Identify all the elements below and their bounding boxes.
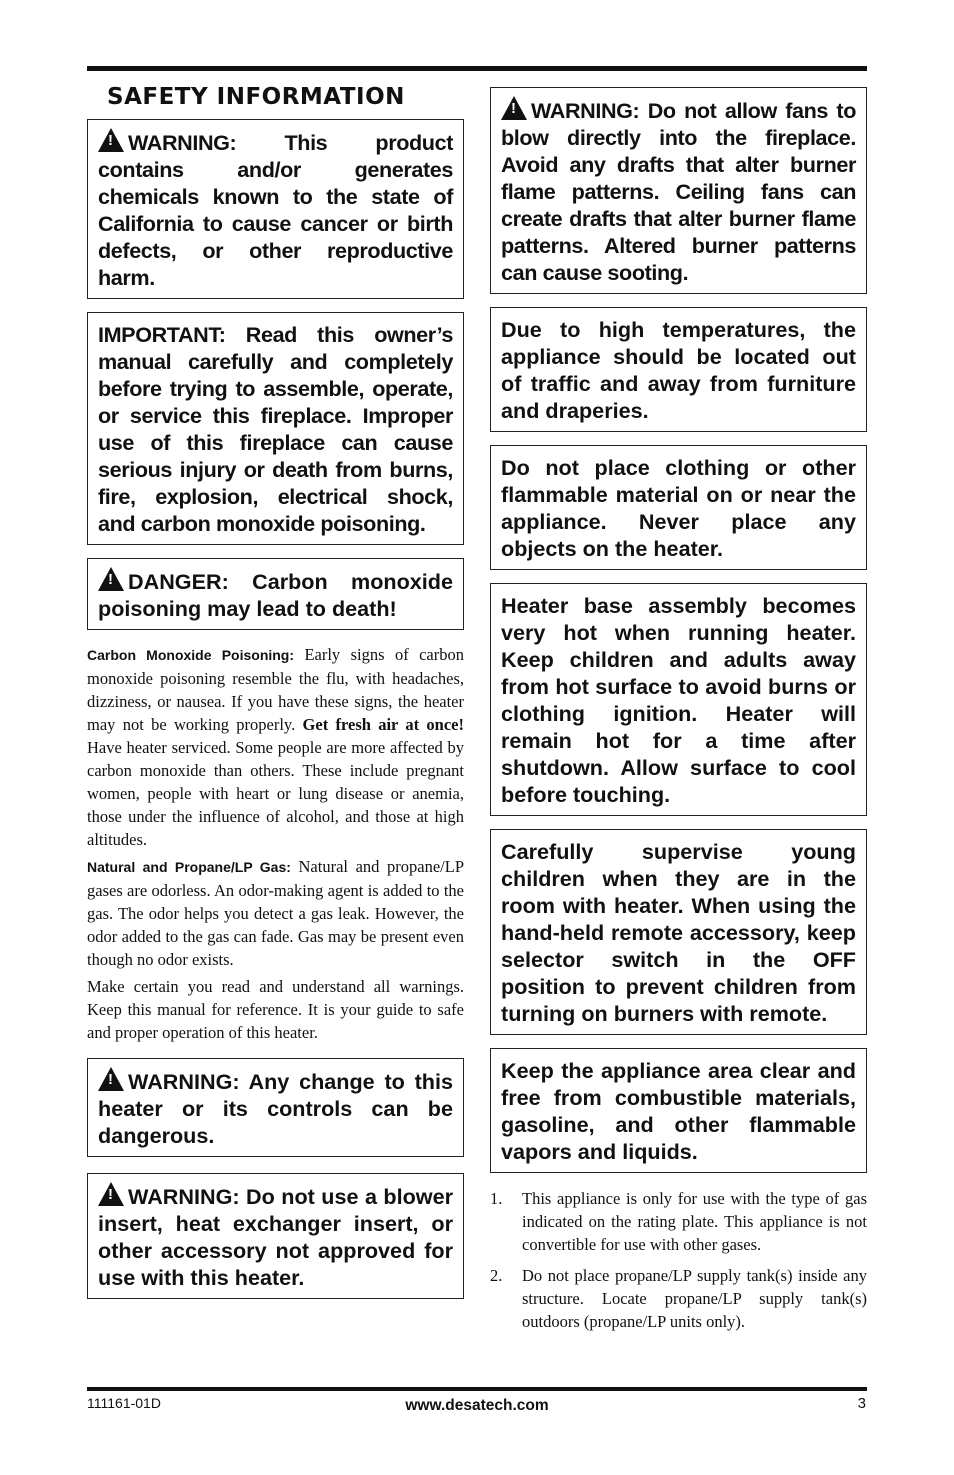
gas-text: Natural and propane/LP gases are odorless. An odor-making agent is added to the gas. The odor helps you detect a gas leak. However, the odor added to the gas can fade. Gas may be present even though no odor exists.	[87, 857, 465, 969]
supervise-children-box	[490, 829, 867, 1035]
high-temperature-box	[490, 307, 867, 432]
blower-warning-text: WARNING: Do not use a blower insert, heat exchanger insert, or other accessory not approved for use with this heater.	[98, 1184, 453, 1290]
co-paragraph	[87, 643, 464, 851]
california-warning-box	[87, 119, 464, 299]
list-item-number: 2.	[490, 1266, 503, 1285]
numbered-list	[490, 1187, 867, 1333]
top-rule	[87, 66, 867, 71]
warning-triangle-icon	[501, 96, 527, 120]
fans-warning-box	[490, 87, 867, 294]
list-item	[490, 1264, 867, 1333]
fans-warning-text: WARNING: Do not allow fans to blow directly into the fireplace. Avoid any drafts that alter burner flame patterns. Ceiling fans can create drafts that alter burner flame patterns. Altered burner patterns can cause sooting.	[501, 98, 856, 285]
right-column	[490, 87, 867, 1341]
controls-warning-text: WARNING: Any change to this heater or its controls can be dangerous.	[98, 1069, 453, 1148]
hot-base-box	[490, 583, 867, 816]
clothing-box	[490, 445, 867, 570]
important-notice-text: IMPORTANT: Read this owner’s manual carefully and completely before trying to assemble, operate, or service this fireplace. Improper use of this fireplace can cause serious injury or death from burns, fire, explosion, electrical shock, and carbon monoxide poisoning.	[98, 322, 453, 536]
warning-triangle-icon	[98, 1182, 124, 1206]
section-title: SAFETY INFORMATION	[107, 84, 405, 110]
supervise-children-text: Carefully supervise young children when they are in the room with heater. When using the hand-held remote accessory, keep selector switch in the OFF position to prevent children from turning on burners with remote.	[501, 839, 856, 1026]
clear-area-box	[490, 1048, 867, 1173]
co-text-1: Early signs of carbon monoxide poisoning resemble the flu, with headaches, dizziness, or nausea. If you have these signs, the heater may not be working properly.	[87, 645, 465, 734]
clear-area-text: Keep the appliance area clear and free from combustible materials, gasoline, and other flammable vapors and liquids.	[501, 1058, 856, 1164]
gas-heading: Natural and Propane/LP Gas:	[87, 859, 291, 875]
important-notice-box	[87, 312, 464, 545]
gas-paragraph	[87, 855, 464, 971]
danger-co-text: DANGER: Carbon monoxide poisoning may lead to death!	[98, 569, 453, 621]
co-heading: Carbon Monoxide Poisoning:	[87, 647, 295, 663]
list-item-text: Do not place propane/LP supply tank(s) inside any structure. Locate propane/LP supply tank(s) outdoors (propane/LP units only).	[522, 1266, 867, 1331]
hot-base-text: Heater base assembly becomes very hot when running heater. Keep children and adults away from hot surface to avoid burns or clothing ignition. Heater will remain hot for a time after shutdown. Allow surface to cool before touching.	[501, 593, 856, 807]
california-warning-text: WARNING: This product contains and/or generates chemicals known to the state of California to cause cancer or birth defects, or other reproductive harm.	[98, 130, 453, 290]
list-item-number: 1.	[490, 1189, 503, 1208]
warning-triangle-icon	[98, 128, 124, 152]
warning-triangle-icon	[98, 1067, 124, 1091]
co-bold-text: Get fresh air at once!	[302, 715, 464, 734]
warning-triangle-icon	[98, 567, 124, 591]
high-temperature-text: Due to high temperatures, the appliance should be located out of traffic and away from furniture and draperies.	[501, 317, 856, 423]
controls-warning-box	[87, 1058, 464, 1157]
list-item-text: This appliance is only for use with the type of gas indicated on the rating plate. This appliance is not convertible for use with other gases.	[522, 1189, 867, 1254]
clothing-text: Do not place clothing or other flammable material on or near the appliance. Never place any objects on the heater.	[501, 455, 856, 561]
left-column	[87, 80, 464, 1312]
bottom-rule	[87, 1387, 867, 1391]
list-item	[490, 1187, 867, 1256]
page-number: 3	[857, 1395, 866, 1412]
blower-warning-box	[87, 1173, 464, 1299]
co-text-2: Have heater serviced. Some people are more affected by carbon monoxide than others. These include pregnant women, people with heart or lung disease or anemia, those under the influence of alcohol, and those at high altitudes.	[87, 738, 464, 849]
website-link[interactable]: www.desatech.com	[405, 1397, 549, 1414]
danger-co-box	[87, 558, 464, 630]
manual-paragraph: Make certain you read and understand all warnings. Keep this manual for reference. It is your guide to safe and proper operation of this heater.	[87, 977, 464, 1042]
doc-number: 111161-01D	[87, 1395, 161, 1411]
